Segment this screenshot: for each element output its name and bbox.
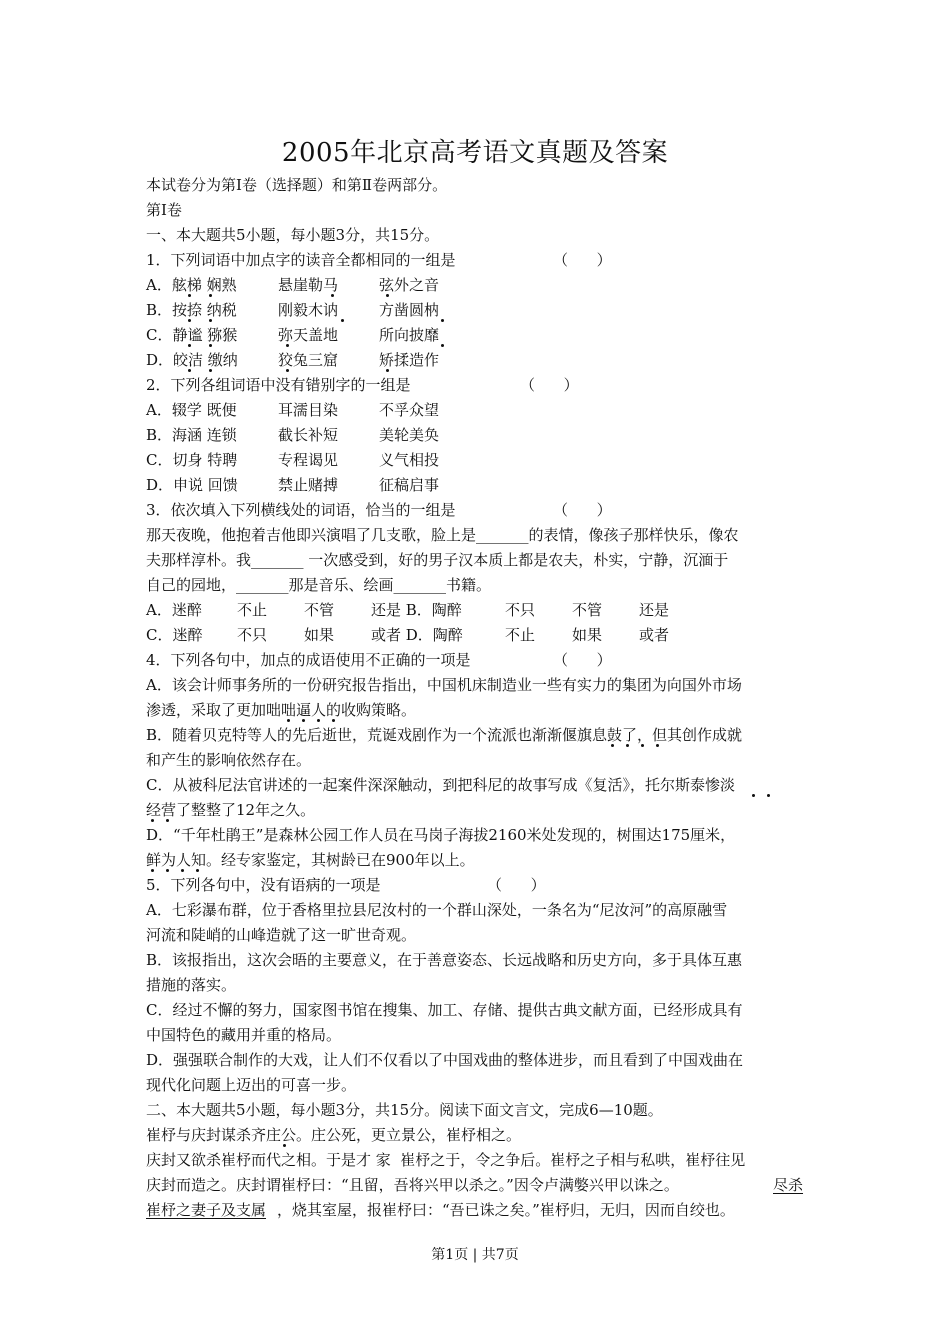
passage-line: 那天夜晚，他抱着吉他即兴演唱了几支歌，脸上是_______的表情，像孩子那样快乐，像农	[146, 526, 739, 544]
emphasis-dot	[332, 719, 335, 722]
q1-option-d-words: D．皎洁 缴纳	[146, 351, 238, 369]
page-title: 2005年北京高考语文真题及答案	[281, 138, 669, 168]
emphasis-dot	[188, 294, 191, 297]
answer-bracket-5: （ ）	[487, 876, 546, 894]
answer-bracket-1: （ ）	[553, 251, 612, 269]
emphasis-dot	[181, 869, 184, 872]
q2-option-d-idiom1: 禁止赌搏	[278, 476, 339, 494]
emphasis-dot	[341, 319, 344, 322]
q1-option-c-idiom1: 弥天盖地	[278, 326, 339, 344]
question-5: 5．下列各句中，没有语病的一项是	[146, 876, 381, 894]
emphasis-dot	[188, 369, 191, 372]
question-1: 1．下列词语中加点字的读音全都相同的一组是	[146, 251, 456, 269]
q2-option-d-words: D．申说 回馈	[146, 476, 238, 494]
emphasis-dot	[151, 869, 154, 872]
emphasis-dot	[441, 344, 444, 347]
q2-option-c-words: C．切身 特聘	[146, 451, 238, 469]
classical-text-line: 崔杼与庆封谋杀齐庄公。庄公死，更立景公，崔杼相之。	[146, 1126, 522, 1144]
option-text: 经营了整整了12年之久。	[146, 801, 316, 819]
q1-option-a-idiom2: 弦外之音	[379, 276, 440, 294]
option-text: D．强强联合制作的大戏，让人们不仅看以了中国戏曲的整体进步，而且看到了中国戏曲在	[146, 1051, 744, 1069]
emphasis-dot	[626, 744, 629, 747]
q1-option-b-words: B．按捺 纳税	[146, 301, 237, 319]
q1-option-d-idiom1: 狡兔三窟	[278, 351, 339, 369]
option-text: 中国特色的藏用并重的格局。	[146, 1026, 342, 1044]
classical-text-line: ，烧其室屋，报崔杼曰：“吾已诛之矣。”崔杼归，无归，因而自绞也。	[277, 1201, 735, 1219]
emphasis-dot	[286, 344, 289, 347]
q3-option-c-3: 如果	[304, 626, 335, 644]
q1-option-c-idiom2: 所向披靡	[379, 326, 440, 344]
option-text: B．该报指出，这次会晤的主要意义，在于善意姿态、长远战略和历史方向，多于具体互惠	[146, 951, 743, 969]
q2-option-b-idiom1: 截长补短	[278, 426, 339, 444]
q2-option-a-idiom2: 不孚众望	[379, 401, 440, 419]
option-text: B．随着贝克特等人的先后逝世，荒诞戏剧作为一个流派也渐渐偃旗息鼓了，但其创作成就	[146, 726, 743, 744]
answer-bracket-4: （ ）	[553, 651, 612, 669]
option-text: 河流和陡峭的山峰造就了这一旷世奇观。	[146, 926, 417, 944]
q3-option-b-2: 不只	[505, 601, 536, 619]
emphasis-dot	[767, 794, 770, 797]
passage-line: 夫那样淳朴。我_______ 一次感受到，好的男子汉本质上都是农夫，朴实，宁静，沉湎于	[146, 551, 729, 569]
option-text: D．“千年杜鹃王”是森林公园工作人员在马岗子海拔2160米处发现的，树围达175厘米，	[146, 826, 736, 844]
emphasis-dot	[611, 744, 614, 747]
q2-option-a-idiom1: 耳濡目染	[278, 401, 339, 419]
q1-option-a-idiom1: 悬崖勒马	[278, 276, 339, 294]
answer-bracket-3: （ ）	[553, 501, 612, 519]
underlined-phrase: 崔杼之妻子及支属	[146, 1201, 267, 1219]
q3-option-b-3: 不管	[572, 601, 603, 619]
classical-text-line: 庆封而造之。庆封谓崔杼曰：“且留，吾将兴甲以杀之。”因令卢满嫳兴甲以诛之。	[146, 1176, 679, 1194]
emphasis-dot	[209, 344, 212, 347]
q1-option-b-idiom1: 刚毅木讷	[278, 301, 339, 319]
q2-option-c-idiom2: 义气相投	[379, 451, 440, 469]
q3-option-d-4: 或者	[639, 626, 670, 644]
emphasis-dot	[441, 319, 444, 322]
q2-option-c-idiom1: 专程谒见	[278, 451, 339, 469]
emphasis-dot	[331, 294, 334, 297]
q3-option-c: C．迷醉	[146, 626, 203, 644]
q2-option-b-words: B．海涵 连锁	[146, 426, 237, 444]
q2-option-b-idiom2: 美轮美奂	[379, 426, 440, 444]
emphasis-dot	[209, 369, 212, 372]
q1-option-c-words: C．静谧 猕猴	[146, 326, 238, 344]
emphasis-dot	[188, 319, 191, 322]
q2-option-a-words: A．辍学 既便	[146, 401, 237, 419]
emphasis-dot	[287, 719, 290, 722]
option-text: 和产生的影响依然存在。	[146, 751, 312, 769]
emphasis-dot	[386, 294, 389, 297]
emphasis-dot	[641, 744, 644, 747]
question-3: 3．依次填入下列横线处的词语，恰当的一组是	[146, 501, 456, 519]
q3-option-c-2: 不只	[237, 626, 268, 644]
question-4: 4．下列各句中，加点的成语使用不正确的一项是	[146, 651, 471, 669]
option-text: 渗透，采取了更加咄咄逼人的收购策略。	[146, 701, 417, 719]
option-text: C．从被科尼法官讲述的一起案件深深触动，到把科尼的故事写成《复活》，托尔斯泰惨淡	[146, 776, 735, 794]
section-heading-1: 一、本大题共5小题，每小题3分，共15分。	[146, 226, 440, 244]
emphasis-dot	[752, 794, 755, 797]
classical-text-line: 庆封又欲杀崔杼而代之相。于是才 家 崔杼之于，令之争后。崔杼之子相与私哄，崔杼往见	[146, 1151, 746, 1169]
option-text: C．经过不懈的努力，国家图书馆在搜集、加工、存储、提供古典文献方面，已经形成具有	[146, 1001, 743, 1019]
q3-option-b-4: 还是	[639, 601, 670, 619]
q3-option-a: A．迷醉	[146, 601, 202, 619]
q3-option-a-2: 不止	[237, 601, 268, 619]
option-text: 现代化问题上迈出的可喜一步。	[146, 1076, 357, 1094]
q1-option-b-idiom2: 方凿圆枘	[379, 301, 440, 319]
q1-option-d-idiom2: 矫揉造作	[379, 351, 440, 369]
emphasis-dot	[302, 719, 305, 722]
passage-line: 自己的园地，_______那是音乐、绘画_______书籍。	[146, 576, 492, 594]
q1-option-a-words: A．舷梯 娴熟	[146, 276, 237, 294]
q2-option-d-idiom2: 征稿启事	[379, 476, 440, 494]
q3-option-d-2: 不止	[505, 626, 536, 644]
q3-option-a-b: 还是 B．陶醉	[371, 601, 462, 619]
q3-option-a-3: 不管	[304, 601, 335, 619]
emphasis-dot	[209, 294, 212, 297]
option-text: 措施的落实。	[146, 976, 237, 994]
intro-line: 本试卷分为第Ⅰ卷（选择题）和第Ⅱ卷两部分。	[146, 176, 448, 194]
emphasis-dot	[188, 344, 191, 347]
option-text: 鲜为人知。经专家鉴定，其树龄已在900年以上。	[146, 851, 475, 869]
emphasis-dot	[283, 1144, 286, 1147]
underlined-phrase: 尽杀	[773, 1176, 804, 1194]
q3-option-c-d: 或者 D．陶醉	[371, 626, 463, 644]
emphasis-dot	[286, 369, 289, 372]
emphasis-dot	[166, 869, 169, 872]
section-volume-1: 第Ⅰ卷	[146, 201, 182, 219]
q3-option-d-3: 如果	[572, 626, 603, 644]
page-footer: 第1页 | 共7页	[431, 1247, 519, 1263]
emphasis-dot	[166, 819, 169, 822]
option-text: A．该会计师事务所的一份研究报告指出，中国机床制造业一些有实力的集团为向国外市场	[146, 676, 742, 694]
question-2: 2．下列各组词语中没有错别字的一组是	[146, 376, 411, 394]
emphasis-dot	[317, 719, 320, 722]
emphasis-dot	[656, 744, 659, 747]
emphasis-dot	[196, 869, 199, 872]
emphasis-dot	[386, 369, 389, 372]
emphasis-dot	[151, 819, 154, 822]
answer-bracket-2: （ ）	[520, 376, 579, 394]
emphasis-dot	[209, 319, 212, 322]
option-text: A．七彩瀑布群，位于香格里拉县尼汝村的一个群山深处，一条名为“尼汝河”的高原融雪	[146, 901, 728, 919]
section-heading-2: 二、本大题共5小题，每小题3分，共15分。阅读下面文言文，完成6—10题。	[146, 1101, 663, 1119]
